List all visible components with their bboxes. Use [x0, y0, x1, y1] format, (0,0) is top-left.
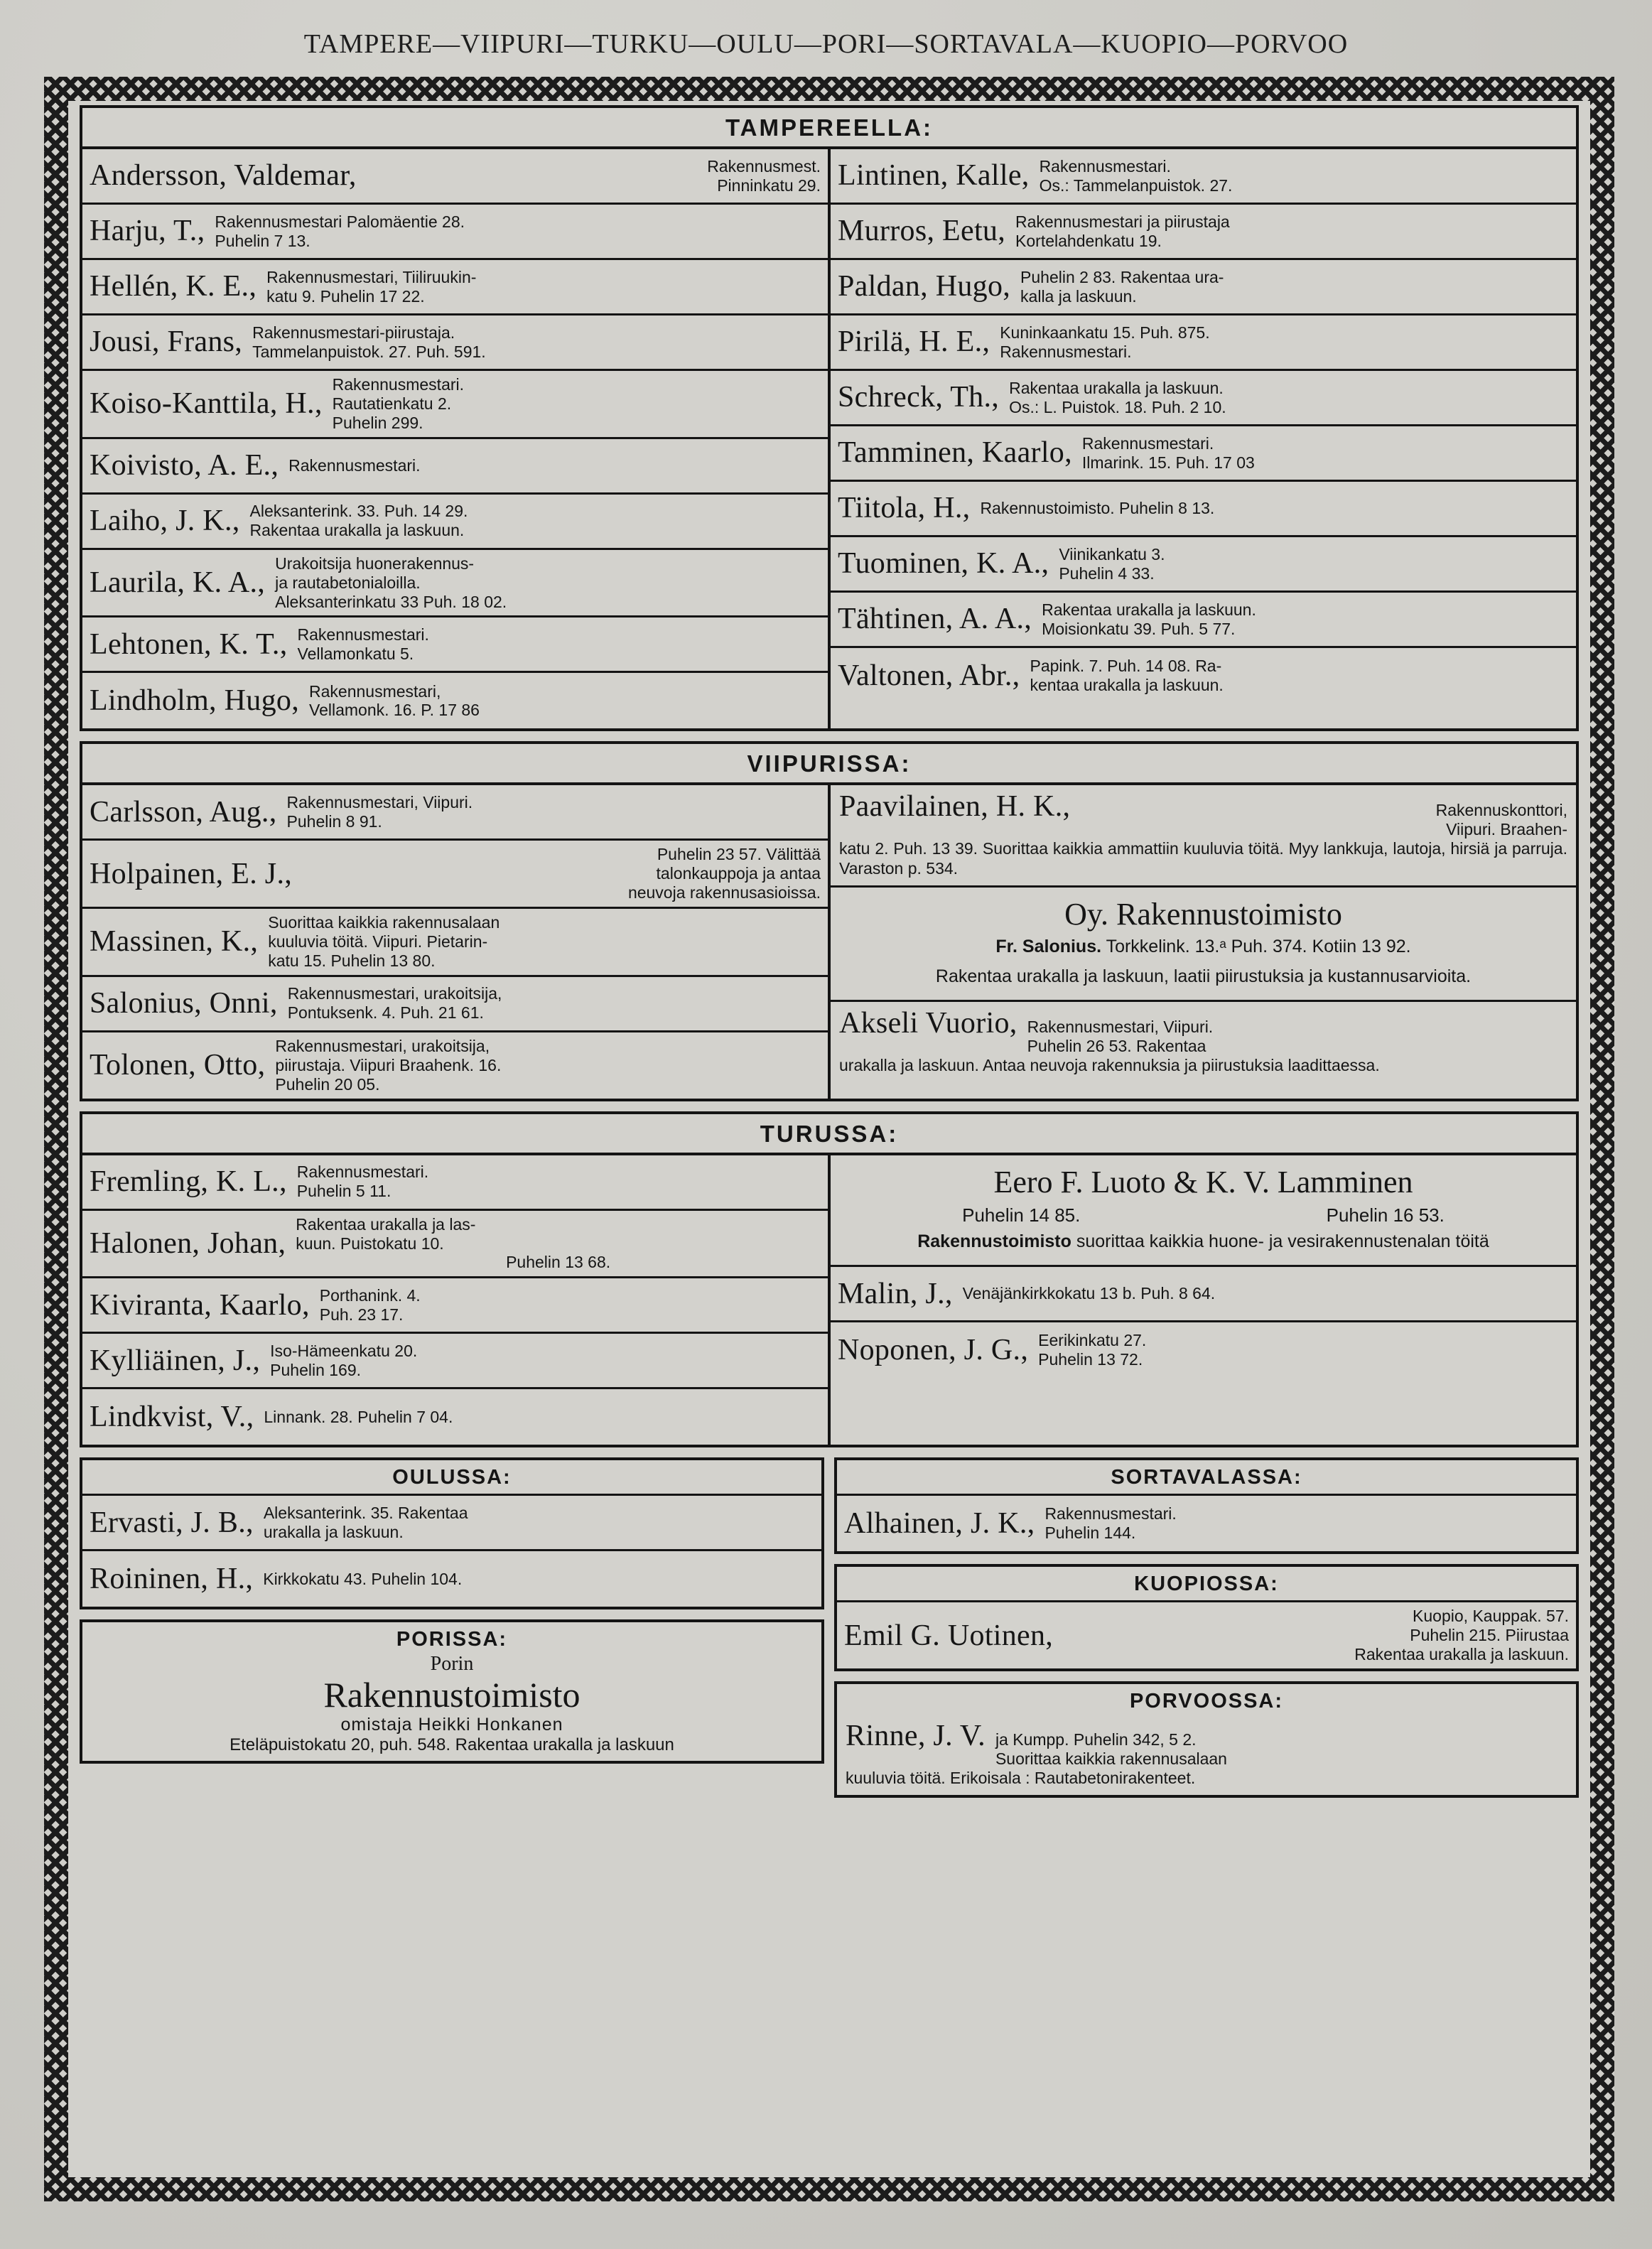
entry-body: kuuluvia töitä. Erikoisala : Rautabetonirakenteet. [846, 1768, 1196, 1787]
list-item[interactable] [831, 371, 1576, 426]
list-item[interactable] [837, 1715, 1576, 1795]
entry-detail: Rakennusmestari, Tiiliruukin- katu 9. Puhelin 17 22. [266, 267, 477, 306]
ad-title: Oy. Rakennustoimisto [1064, 897, 1342, 932]
entry-body: urakalla ja laskuun. Antaa neuvoja rakennuksia ja piirustuksia laadittaessa. [839, 1055, 1380, 1074]
entry-detail: Rakentaa urakalla ja laskuun. Moisionkatu 39. Puh. 5 77. [1042, 600, 1256, 638]
entry-detail: Viinikankatu 3. Puhelin 4 33. [1059, 544, 1165, 583]
entry-name: Murros, Eetu, [838, 215, 1006, 248]
entry-name: Holpainen, E. J., [90, 857, 293, 890]
section-title-pori: PORISSA: [396, 1628, 508, 1651]
list-item[interactable] [831, 648, 1576, 703]
list-item[interactable] [831, 537, 1576, 593]
entry-detail: Rakentaa urakalla ja laskuun. Os.: L. Puistok. 18. Puh. 2 10. [1009, 378, 1226, 416]
entry-name: Jousi, Frans, [90, 325, 243, 359]
entry-name: Alhainen, J. K., [844, 1507, 1035, 1541]
entry-detail: Suorittaa kaikkia rakennusalaan kuuluvia töitä. Viipuri. Pietarin- katu 15. Puhelin 13 80. [268, 913, 500, 970]
entry-detail: Rakennusmestari. Puhelin 5 11. [296, 1163, 429, 1201]
ad-body-bold: Rakennustoimisto [917, 1231, 1071, 1252]
ad-body [839, 1228, 1567, 1258]
list-item[interactable] [831, 593, 1576, 648]
entry-name: Lindholm, Hugo, [90, 684, 299, 718]
entry-detail: Rakennusmestari. Os.: Tammelanpuistok. 27. [1039, 156, 1233, 195]
entry-detail: Rakennusmestari-piirustaja. Tammelanpuistok. 27. Puh. 591. [252, 323, 486, 361]
entry-detail: Rakennusmestari Palomäentie 28. Puhelin 7 13. [215, 212, 465, 250]
entry-name: Malin, J., [838, 1277, 953, 1310]
list-item[interactable] [831, 1267, 1576, 1322]
tampere-left-column [82, 149, 831, 728]
list-item[interactable] [82, 785, 828, 841]
section-oulu [80, 1457, 824, 1609]
list-item[interactable] [831, 149, 1576, 205]
ad-body: Rakentaa urakalla ja laskuun, laatii piirustuksia ja kustannusarvioita. [935, 966, 1472, 986]
entry-detail: Rakennusmestari. [288, 455, 421, 475]
entry-detail: Rakennusmestari ja piirustaja Kortelahdenkatu 19. [1015, 212, 1230, 250]
decorative-frame [44, 77, 1614, 2201]
entry-detail: Rakennusmestari, urakoitsija, piirustaja. Viipuri Braahenk. 16. Puhelin 20 05. [275, 1036, 502, 1094]
entry-detail: Papink. 7. Puh. 14 08. Ra- kentaa urakalla ja laskuun. [1030, 657, 1224, 694]
list-item[interactable] [82, 149, 828, 205]
entry-body: katu 2. Puh. 13 39. Suorittaa kaikkia ammattiin kuuluvia töitä. Myy lankkuja, lautoja, hirsiä ja parruja. Varaston p. 534. [839, 839, 1567, 878]
entry-detail: Rakennustoimisto. Puhelin 8 13. [980, 499, 1215, 518]
entry-detail: Kirkkokatu 43. Puhelin 104. [263, 1569, 463, 1588]
list-item[interactable] [82, 1155, 828, 1211]
pori-owner: omistaja Heikki Honkanen [340, 1715, 563, 1735]
list-item[interactable] [831, 1002, 1576, 1082]
entry-detail: ja Kumpp. Puhelin 342, 5 2. Suorittaa kaikkia rakennusalaan [995, 1730, 1227, 1768]
list-item[interactable] [82, 1278, 828, 1334]
section-kuopio [834, 1564, 1579, 1671]
turku-right-column [831, 1155, 1576, 1445]
pori-advertisement[interactable] [82, 1651, 821, 1761]
section-tampere [80, 105, 1579, 731]
list-item[interactable] [831, 315, 1576, 371]
section-title-sortavala: SORTAVALASSA: [837, 1460, 1576, 1496]
entry-detail: Rakennusmestari. Ilmarink. 15. Puh. 17 03 [1081, 433, 1255, 472]
list-item[interactable] [82, 617, 828, 673]
section-pori [80, 1619, 824, 1764]
section-porvoo [834, 1681, 1579, 1798]
list-item[interactable] [831, 426, 1576, 482]
section-viipuri [80, 741, 1579, 1101]
section-title-tampere: TAMPEREELLA: [82, 108, 1576, 149]
list-item[interactable] [82, 841, 828, 909]
list-item[interactable] [82, 205, 828, 260]
entry-detail: Rakennusmestari, urakoitsija, Pontuksenk. 4. Puh. 21 61. [287, 984, 502, 1023]
list-item[interactable] [82, 1032, 828, 1099]
entry-name: Andersson, Valdemar, [90, 159, 357, 193]
list-item[interactable] [82, 495, 828, 550]
entry-name: Kiviranta, Kaarlo, [90, 1288, 310, 1322]
entry-detail: Puhelin 2 83. Rakentaa ura- kalla ja laskuun. [1020, 267, 1224, 306]
viipuri-columns [82, 785, 1576, 1098]
entry-name: Valtonen, Abr., [838, 659, 1020, 692]
ad-phones [839, 1200, 1567, 1228]
entry-name: Laurila, K. A., [90, 566, 266, 600]
entry-head [846, 1720, 1567, 1769]
section-title-turku: TURUSSA: [82, 1114, 1576, 1155]
section-title-porvoo: PORVOOSSA: [1129, 1690, 1284, 1713]
entry-detail: Aleksanterink. 33. Puh. 14 29. Rakentaa urakalla ja laskuun. [249, 502, 468, 540]
entry-name: Rinne, J. V. [846, 1720, 986, 1753]
entry-detail: Rakennusmestari. Rautatienkatu 2. Puhelin 299. [332, 375, 465, 432]
ad-lead-rest: Torkkelink. 13.ᵃ Puh. 374. Kotiin 13 92. [1106, 936, 1411, 956]
entry-detail: Urakoitsija huonerakennus- ja rautabetonialoilla. Aleksanterinkatu 33 Puh. 18 02. [275, 554, 507, 611]
section-title-viipuri: VIIPURISSA: [82, 744, 1576, 785]
entry-name: Salonius, Onni, [90, 987, 278, 1020]
entry-name: Koivisto, A. E., [90, 449, 279, 482]
ad-phone-right: Puhelin 16 53. [1326, 1204, 1445, 1226]
entry-name: Paldan, Hugo, [838, 270, 1011, 303]
running-head: TAMPERE—VIIPURI—TURKU—OULU—PORI—SORTAVALA—KUOPIO—PORVOO [303, 29, 1349, 59]
ad-body-rest: suorittaa kaikkia huone- ja [1071, 1231, 1283, 1252]
entry-name: Tamminen, Kaarlo, [838, 436, 1072, 470]
entry-detail: Rakennusmestari. Vellamonkatu 5. [297, 625, 429, 663]
entry-name: Harju, T., [90, 215, 205, 248]
viipuri-left-column [82, 785, 831, 1098]
bottom-right-column [834, 1457, 1579, 1808]
list-item[interactable] [82, 1334, 828, 1389]
section-turku [80, 1111, 1579, 1448]
entry-name: Schreck, Th., [838, 381, 1000, 414]
list-item[interactable] [831, 482, 1576, 537]
entry-name: Lindkvist, V., [90, 1401, 254, 1434]
viipuri-right-column [831, 785, 1576, 1098]
list-item[interactable] [82, 1551, 821, 1607]
turku-columns [82, 1155, 1576, 1445]
entry-name: Tiitola, H., [838, 492, 971, 525]
pori-city-label: Porin [430, 1653, 474, 1676]
entry-detail: Eerikinkatu 27. Puhelin 13 72. [1038, 1331, 1147, 1369]
list-item[interactable] [82, 371, 828, 439]
tampere-right-column [831, 149, 1576, 728]
ad-phone-left: Puhelin 14 85. [962, 1204, 1081, 1226]
entry-name: Akseli Vuorio, [839, 1006, 1017, 1040]
list-item[interactable] [82, 909, 828, 977]
entry-head [839, 1008, 1567, 1056]
entry-detail: Kuninkaankatu 15. Puh. 875. Rakennusmestari. [1000, 323, 1210, 361]
list-item[interactable] [831, 260, 1576, 315]
entry-detail: Kuopio, Kauppak. 57. Puhelin 215. Piirustaa Rakentaa urakalla ja laskuun. [1354, 1607, 1569, 1664]
entry-name: Ervasti, J. B., [90, 1506, 254, 1539]
entry-name: Paavilainen, H. K., [839, 790, 1071, 824]
tampere-columns [82, 149, 1576, 728]
entry-detail: Rakennuskonttori, Viipuri. Braahen- [1435, 801, 1567, 839]
entry-detail: Porthanink. 4. Puh. 23 17. [319, 1285, 421, 1324]
entry-detail: Iso-Hämeenkatu 20. Puhelin 169. [270, 1341, 418, 1379]
bottom-left-column [80, 1457, 824, 1808]
section-title-kuopio: KUOPIOSSA: [837, 1567, 1576, 1602]
advertisement[interactable] [831, 1155, 1576, 1268]
list-item[interactable] [82, 315, 828, 371]
entry-name: Roininen, H., [90, 1563, 254, 1596]
bottom-columns [80, 1457, 1579, 1808]
list-item[interactable] [82, 1389, 828, 1445]
list-item[interactable] [837, 1602, 1576, 1668]
entry-name: Lehtonen, K. T., [90, 627, 288, 661]
entry-name: Emil G. Uotinen, [844, 1619, 1054, 1652]
list-item[interactable] [837, 1496, 1576, 1551]
entry-detail: Aleksanterink. 35. Rakentaa urakalla ja laskuun. [263, 1503, 468, 1541]
section-sortavala [834, 1457, 1579, 1554]
advertisement[interactable] [831, 888, 1576, 1002]
pori-company-name: Rakennustoimisto [323, 1675, 581, 1715]
entry-name: Kylliäinen, J., [90, 1344, 261, 1377]
list-item[interactable] [82, 439, 828, 495]
entry-name: Carlsson, Aug., [90, 795, 277, 829]
entry-detail: Rakennusmestari, Viipuri. Puhelin 8 91. [286, 793, 473, 831]
entry-detail: Venäjänkirkkokatu 13 b. Puh. 8 64. [962, 1284, 1216, 1303]
entry-detail: Rakennusmestari, Viipuri. Puhelin 26 53. Rakentaa [1027, 1017, 1214, 1055]
entry-detail: Puhelin 23 57. Välittää talonkauppoja ja antaa neuvoja rakennusasioissa. [627, 845, 821, 902]
entry-detail: Rakennusmestari. Puhelin 144. [1044, 1504, 1177, 1543]
entry-name: Pirilä, H. E., [838, 325, 990, 359]
ad-title: Eero F. Luoto & K. V. Lamminen [993, 1164, 1413, 1199]
turku-left-column [82, 1155, 831, 1445]
frame-inner [68, 101, 1590, 2177]
entry-name: Tuominen, K. A., [838, 547, 1049, 581]
entry-detail: Rakennusmest. Pinninkatu 29. [707, 156, 821, 195]
list-item[interactable] [82, 673, 828, 728]
section-title-oulu: OULUSSA: [82, 1460, 821, 1496]
entry-name: Lintinen, Kalle, [838, 159, 1030, 193]
entry-name: Koiso-Kanttila, H., [90, 387, 323, 421]
entry-name: Halonen, Johan, [90, 1226, 286, 1260]
list-item[interactable] [831, 785, 1576, 888]
ad-lead-bold: Fr. Salonius. [995, 936, 1102, 956]
list-item[interactable] [82, 1211, 828, 1279]
pori-address: Eteläpuistokatu 20, puh. 548. Rakentaa urakalla ja laskuun [230, 1735, 674, 1755]
entry-name: Tähtinen, A. A., [838, 603, 1032, 636]
entry-head [839, 791, 1567, 839]
list-item[interactable] [82, 260, 828, 315]
entry-name: Massinen, K., [90, 925, 259, 959]
entry-detail: Linnank. 28. Puhelin 7 04. [264, 1407, 453, 1426]
list-item[interactable] [831, 1322, 1576, 1378]
entry-name: Hellén, K. E., [90, 270, 257, 303]
entry-name: Tolonen, Otto, [90, 1049, 266, 1082]
list-item[interactable] [82, 550, 828, 618]
entry-detail: Rakennusmestari, Vellamonk. 16. P. 17 86 [309, 681, 480, 720]
entry-detail: Rakentaa urakalla ja las- kuun. Puistokatu 10. Puhelin 13 68. [296, 1214, 611, 1272]
ad-lead [839, 933, 1567, 963]
entry-name: Noponen, J. G., [838, 1334, 1029, 1367]
list-item[interactable] [82, 1496, 821, 1551]
entry-name: Laiho, J. K., [90, 505, 240, 538]
ad-body-line2: vesirakennustenalan töitä [1287, 1231, 1489, 1252]
list-item[interactable] [82, 977, 828, 1032]
entry-name: Fremling, K. L., [90, 1165, 287, 1199]
list-item[interactable] [831, 205, 1576, 260]
